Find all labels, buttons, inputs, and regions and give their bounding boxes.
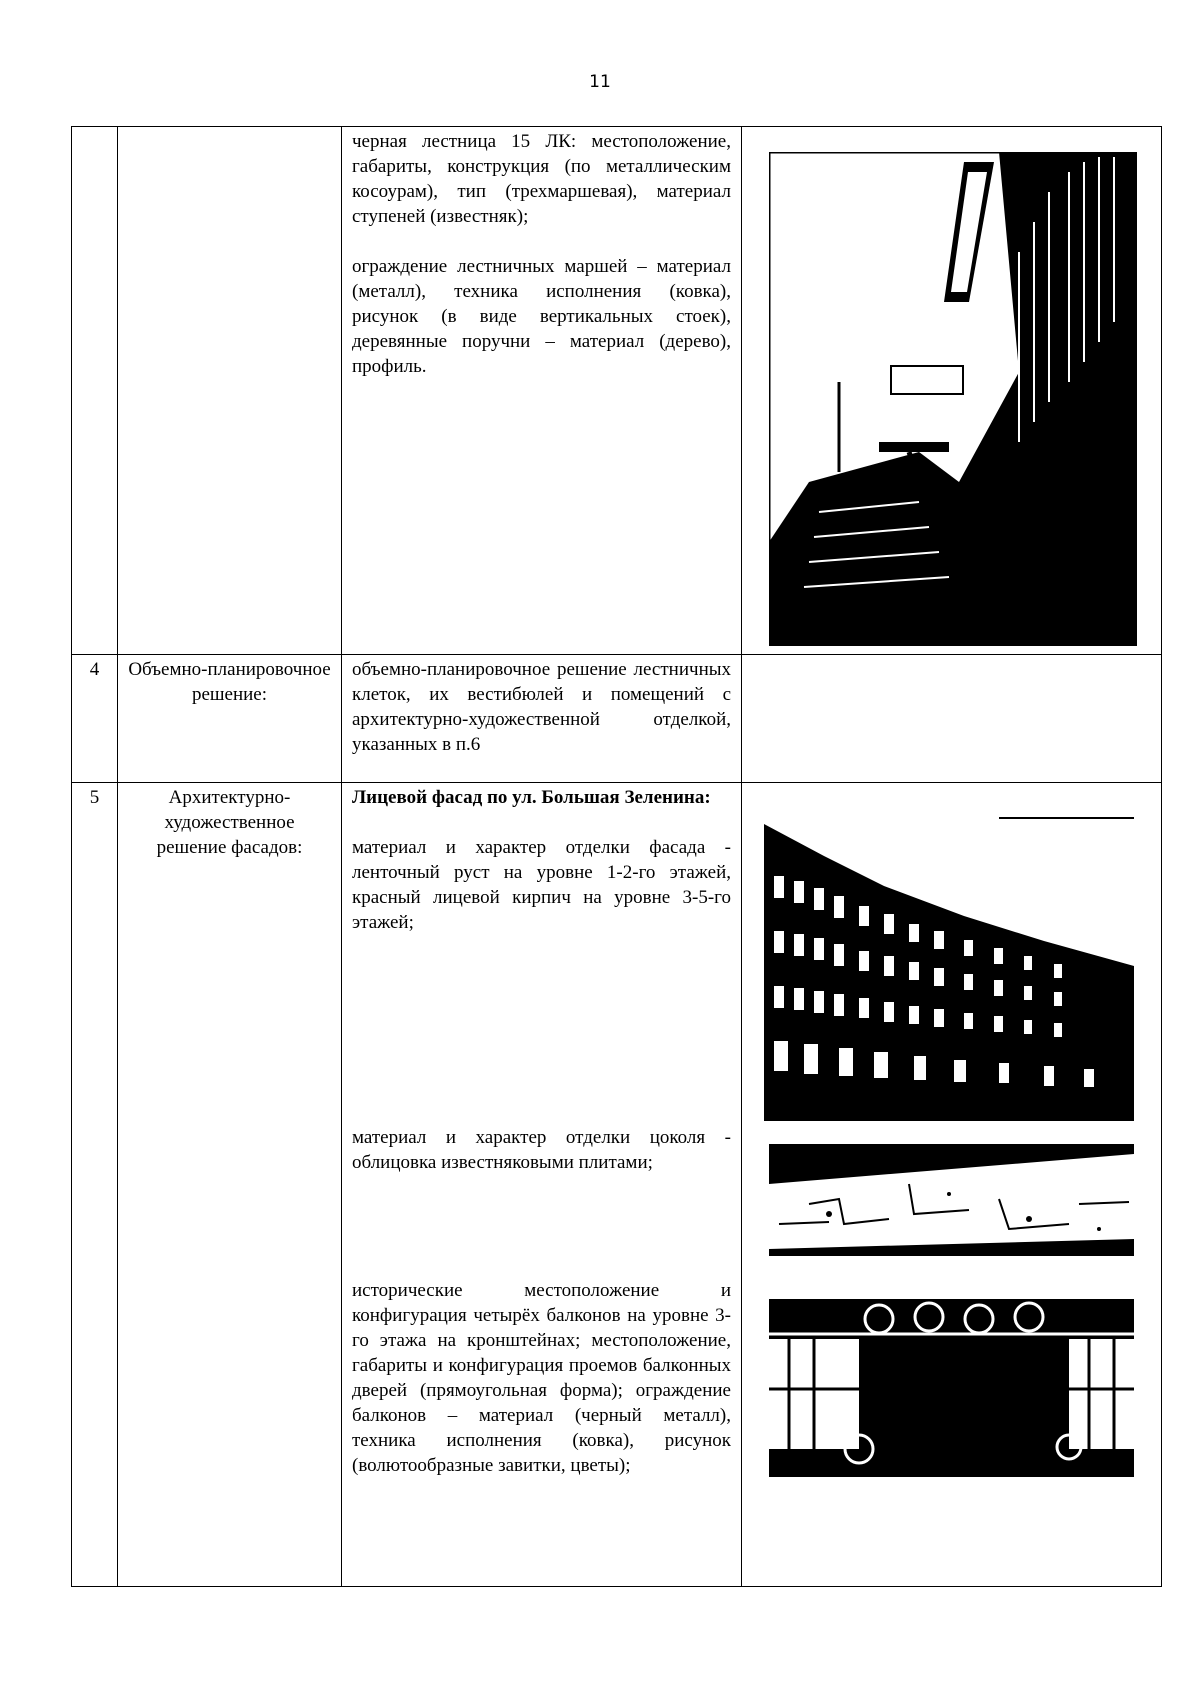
facade-heading: Лицевой фасад по ул. Большая Зеленина: (352, 787, 711, 808)
facade-photo (764, 816, 1134, 1121)
row-description-cell (342, 783, 742, 1587)
description-paragraph: ограждение лестничных маршей – материал (металл), техника исполнения (ковка), рисунок (в виде вертикальных стоек), деревянные поручни – материал (дерево), профиль. (352, 256, 731, 377)
row-description-cell (342, 655, 742, 783)
description-paragraph: исторические местоположение и конфигурация четырёх балконов на уровне 3-го этажа на кронштейнах; местоположение, габариты и конфигурация проемов балконных дверей (прямоугольная форма); ограждение балконов – материал (черный металл), техника исполнения (ковка), рисунок (волютообразные завитки, цветы); (352, 1280, 731, 1476)
row-number-cell (72, 127, 118, 655)
table-row (72, 783, 1162, 1587)
row-name-cell: Архитектурно-художественное решение фасадов: (118, 783, 342, 1587)
photo-cell (742, 655, 1162, 783)
photo-cell (742, 783, 1162, 1587)
row-name-cell: Объемно-планировочное решение: (118, 655, 342, 783)
staircase-photo (769, 152, 1137, 646)
row-name-cell (118, 127, 342, 655)
photo-cell (742, 127, 1162, 655)
table-row (72, 655, 1162, 783)
row-number-cell: 4 (72, 655, 118, 783)
description-paragraph: материал и характер отделки фасада - ленточный руст на уровне 1-2-го этажей, красный лицевой кирпич на уровне 3-5-го этажей; (352, 837, 731, 933)
description-paragraph: объемно-планировочное решение лестничных клеток, их вестибюлей и помещений с архитектурно-художественной отделкой, указанных в п.6 (352, 659, 731, 755)
protection-subject-table (71, 126, 1162, 1587)
description-paragraph: черная лестница 15 ЛК: местоположение, габариты, конструкция (по металлическим косоурам), тип (трехмаршевая), материал ступеней (известняк); (352, 131, 731, 227)
description-paragraph: материал и характер отделки цоколя - облицовка известняковыми плитами; (352, 1127, 731, 1173)
page-number: 11 (589, 72, 611, 92)
row-description-cell (342, 127, 742, 655)
row-number-cell: 5 (72, 783, 118, 1587)
table-row (72, 127, 1162, 655)
plinth-photo (769, 1144, 1134, 1256)
balcony-photo (769, 1279, 1134, 1477)
